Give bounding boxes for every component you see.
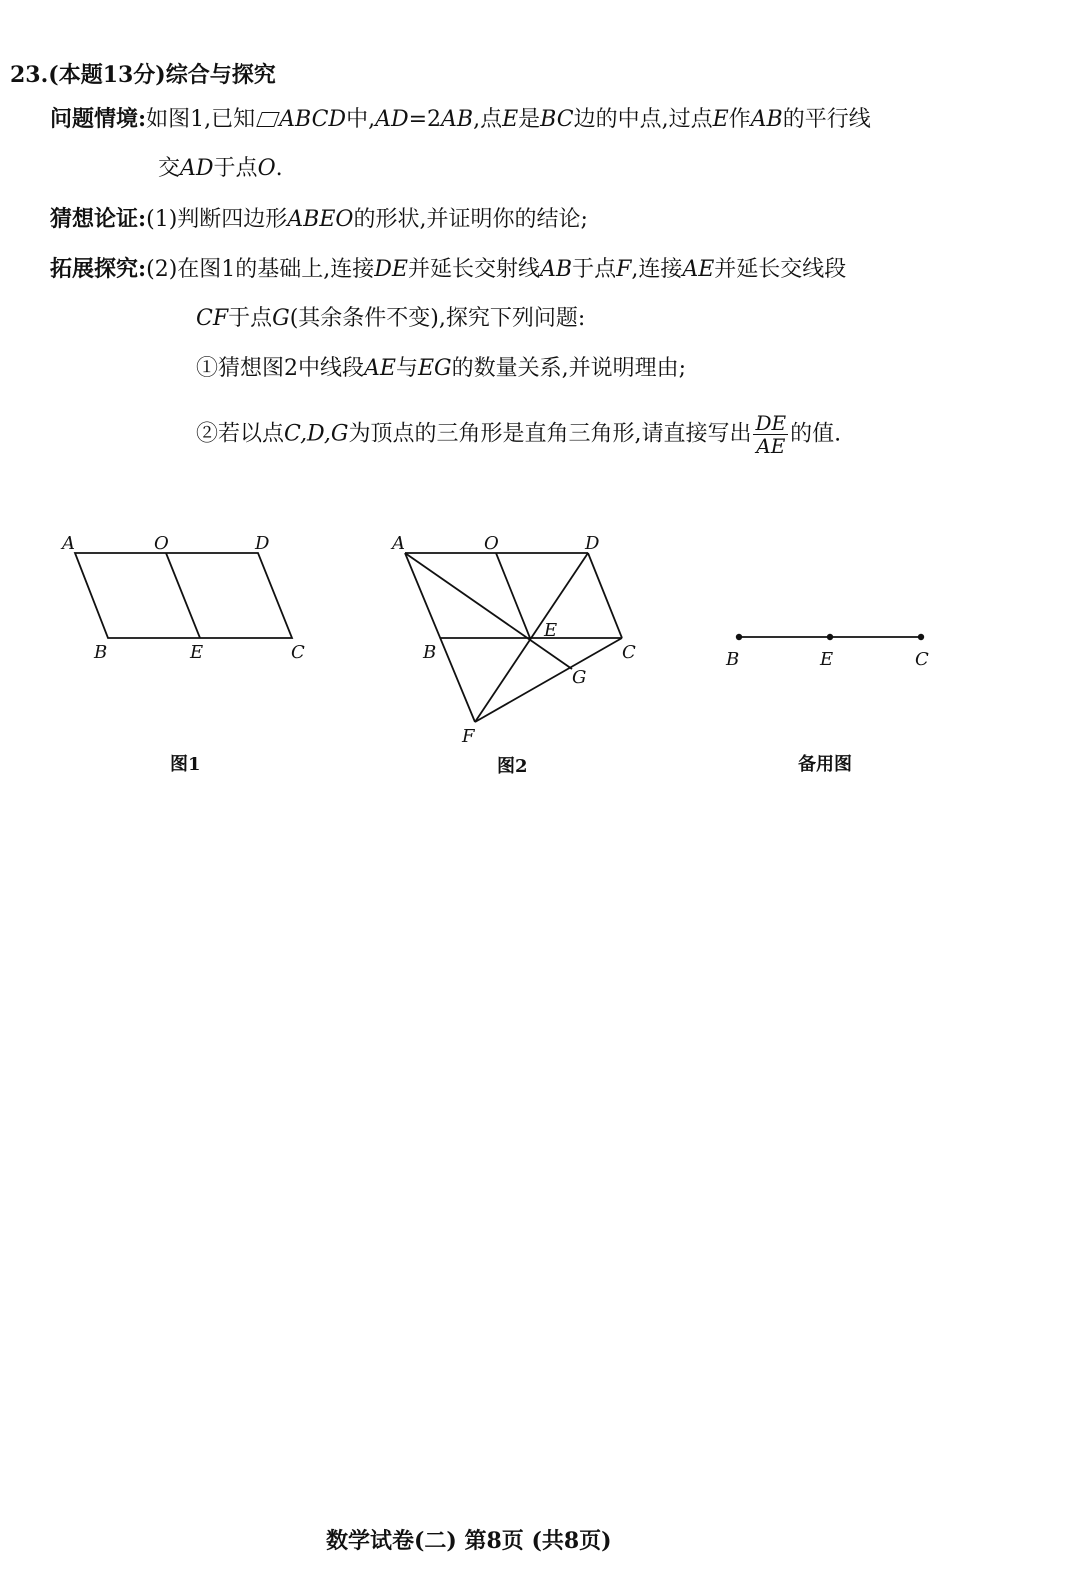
question-number: 23. xyxy=(10,62,49,88)
text-run: 如图1,已知 xyxy=(146,107,256,132)
spare-label-E: E xyxy=(820,649,834,670)
math-run: E xyxy=(502,107,519,132)
text-run: 中, xyxy=(346,107,376,132)
text-run: (其余条件不变),探究下列问题: xyxy=(289,306,586,331)
fig2-caption: 图2 xyxy=(497,756,528,777)
math-run: O xyxy=(257,156,276,181)
text-run: 并延长交射线 xyxy=(407,257,540,282)
text-run: ,点 xyxy=(473,107,503,132)
spare-label-B: B xyxy=(726,649,740,670)
fig2-label-A: A xyxy=(392,533,405,554)
spare-point-B xyxy=(736,634,742,640)
math-run: AD xyxy=(375,107,409,132)
context-label: 问题情境: xyxy=(50,106,147,132)
math-run: AD xyxy=(180,156,214,181)
fig1-label-B: B xyxy=(94,642,108,663)
math-run: EG xyxy=(417,356,452,381)
text-run: 于点 xyxy=(572,257,617,282)
math-run: ABEO xyxy=(287,207,354,232)
question-title: 综合与探究 xyxy=(165,62,276,88)
text-run: ②若以点 xyxy=(196,421,285,447)
text-run: ,连接 xyxy=(631,257,683,282)
fig1-label-C: C xyxy=(291,642,305,663)
fig2-label-C: C xyxy=(622,642,636,663)
spare-point-C xyxy=(918,634,924,640)
fig1-caption: 图1 xyxy=(170,754,201,775)
text-run: 交 xyxy=(158,156,181,181)
fig2-label-F: F xyxy=(462,726,475,747)
math-run: DE xyxy=(374,257,408,282)
spare-caption: 备用图 xyxy=(798,754,852,775)
page-footer: 数学试卷(二) 第8页 (共8页) xyxy=(326,1528,612,1554)
text-run: 的形状,并证明你的结论; xyxy=(353,207,588,232)
math-run: AB xyxy=(750,107,783,132)
math-run: AB xyxy=(441,107,474,132)
math-run: C,D,G xyxy=(284,421,349,447)
math-run: G xyxy=(272,306,290,331)
fig2-label-B: B xyxy=(423,642,437,663)
text-run: 作 xyxy=(728,107,751,132)
text-run: 与 xyxy=(395,356,418,381)
text-run: . xyxy=(275,156,283,181)
text-run: =2 xyxy=(408,107,442,132)
fig2-label-D: D xyxy=(585,533,600,554)
math-run: F xyxy=(616,257,632,282)
math-run: CF xyxy=(196,306,229,331)
fraction-denominator: AE xyxy=(756,434,786,458)
text-run: 于点 xyxy=(213,156,258,181)
math-run: ABCD xyxy=(279,107,347,132)
text-run: (1)判断四边形 xyxy=(146,207,288,232)
text-run: 并延长交线段 xyxy=(714,257,847,282)
extension-label: 拓展探究: xyxy=(50,256,147,282)
fraction-numerator: DE xyxy=(755,411,787,435)
text-run: 于点 xyxy=(228,306,273,331)
math-run: AE xyxy=(364,356,396,381)
fig2-label-E: E xyxy=(544,620,558,641)
conjecture-label: 猜想论证: xyxy=(50,206,147,232)
text-run: 的值. xyxy=(790,421,842,447)
spare-point-E xyxy=(827,634,833,640)
text-run: 的数量关系,并说明理由; xyxy=(451,356,687,381)
fig1-label-E: E xyxy=(190,642,204,663)
math-run: E xyxy=(712,107,729,132)
fig1-label-D: D xyxy=(255,533,270,554)
text-run: 是 xyxy=(518,107,541,132)
fig1-label-A: A xyxy=(62,533,75,554)
fig2-label-O: O xyxy=(484,533,499,554)
math-run: AE xyxy=(682,257,715,282)
fig2-label-G: G xyxy=(572,667,587,688)
text-run: 的平行线 xyxy=(782,107,871,132)
math-run: AB xyxy=(540,257,573,282)
text-run: ①猜想图2中线段 xyxy=(196,356,364,381)
spare-label-C: C xyxy=(915,649,929,670)
math-run: BC xyxy=(540,107,574,132)
text-run: (2)在图1的基础上,连接 xyxy=(146,257,375,282)
question-score: (本题13分) xyxy=(48,62,166,88)
text-run: 为顶点的三角形是直角三角形,请直接写出 xyxy=(348,421,752,447)
fig1-label-O: O xyxy=(154,533,169,554)
text-run: 边的中点,过点 xyxy=(573,107,713,132)
